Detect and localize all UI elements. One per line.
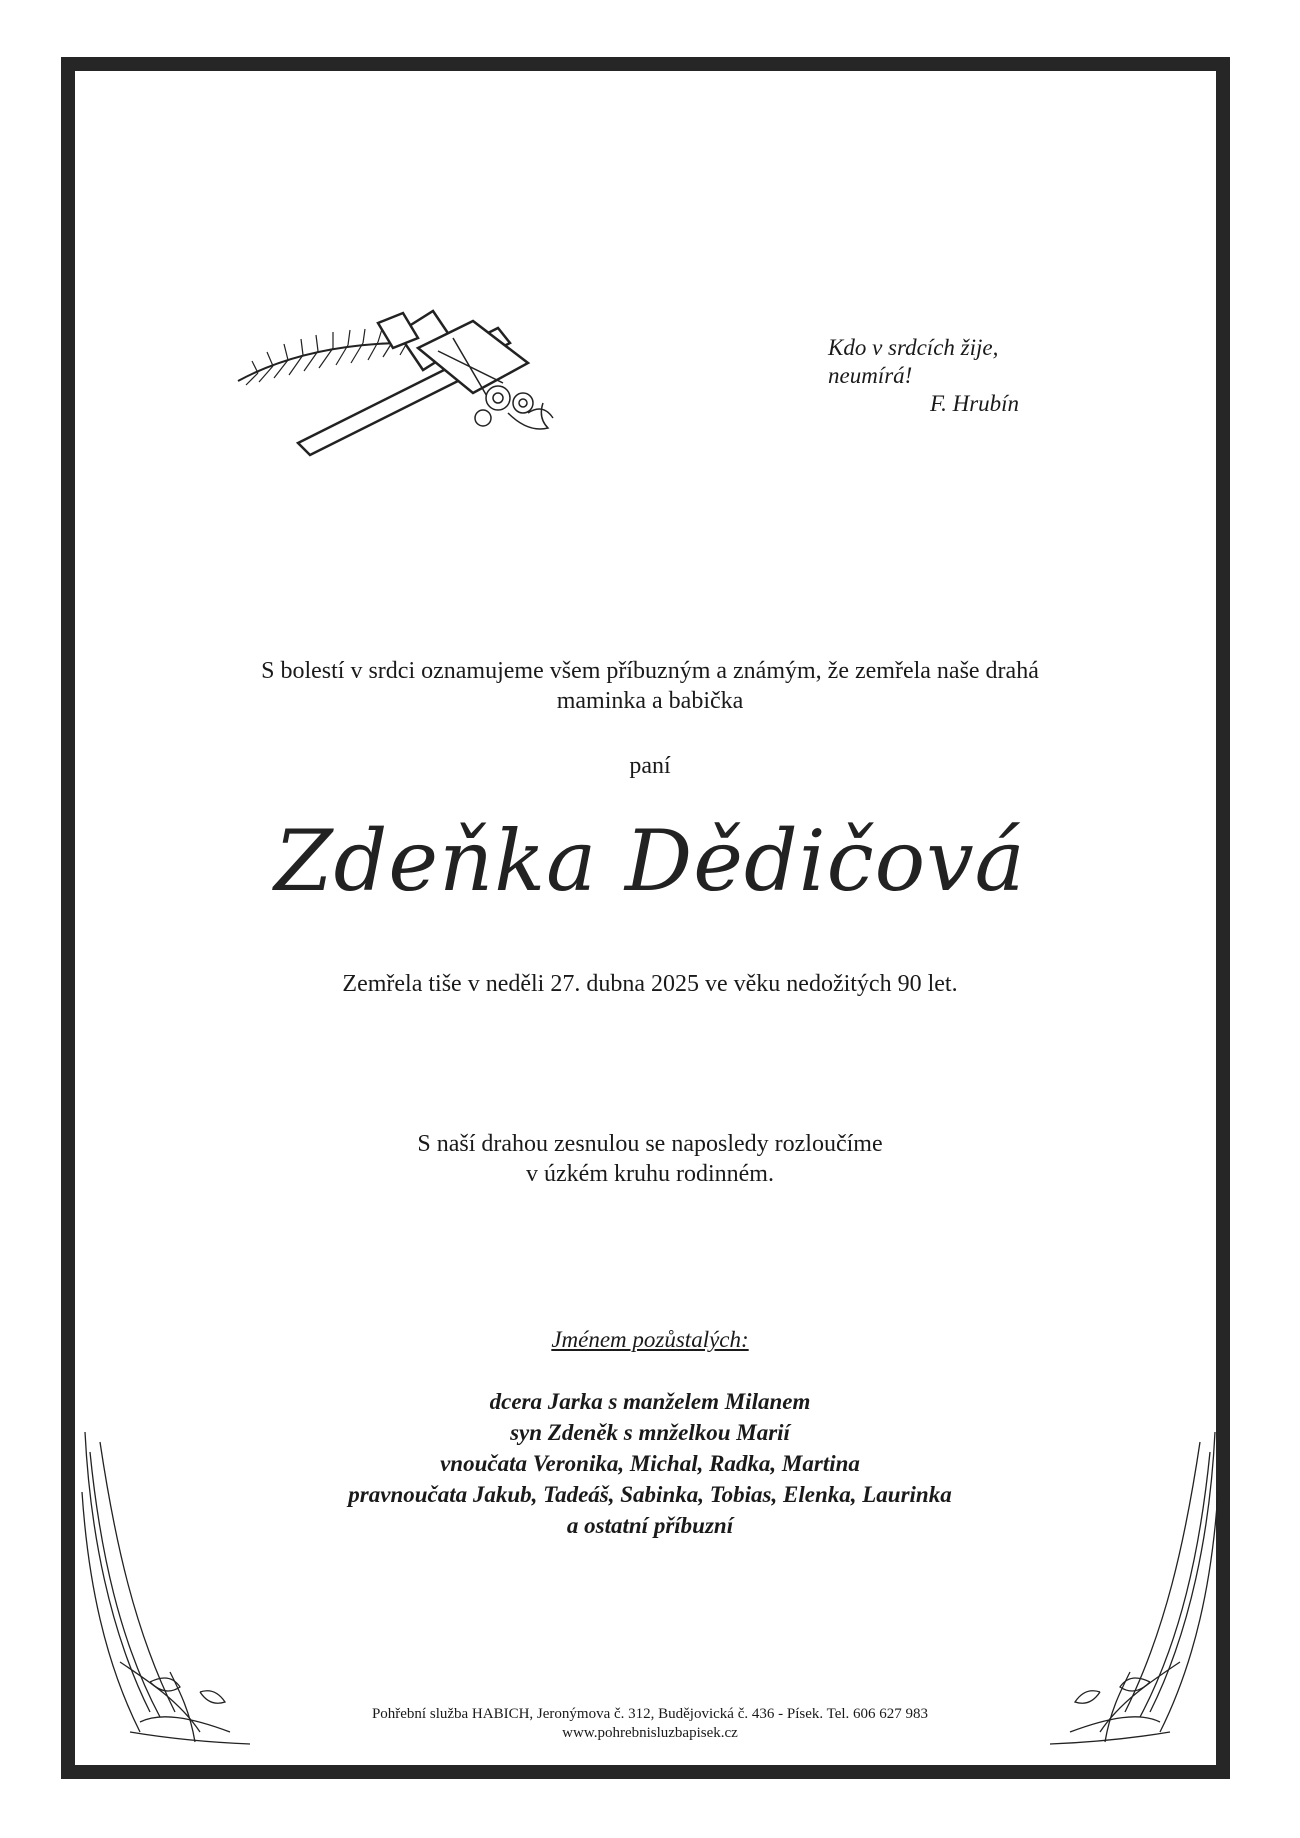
quote-line: Kdo v srdcích žije, xyxy=(828,335,999,360)
farewell-text xyxy=(0,1129,1300,1189)
farewell-line: v úzkém kruhu rodinném. xyxy=(526,1161,774,1187)
deceased-name: Zdeňka Dědičová xyxy=(274,812,1026,910)
announcement-line: maminka a babička xyxy=(556,688,744,714)
announcement-line: S bolestí v srdci oznamujeme všem příbuzným a známým, že zemřela naše drahá xyxy=(261,658,1039,684)
quote-author: F. Hrubín xyxy=(930,391,1020,416)
farewell-line: S naší drahou zesnulou se naposledy rozloučíme xyxy=(417,1131,883,1157)
funeral-service-footer xyxy=(0,1705,1300,1743)
death-notice: Zemřela tiše v neděli 27. dubna 2025 ve věku nedožitých 90 let. xyxy=(342,971,958,997)
footer-address: Pohřební služba HABICH, Jeronýmova č. 312, Budějovická č. 436 - Písek. Tel. 606 627 983 xyxy=(371,1706,929,1722)
quote-line: neumírá! xyxy=(828,363,913,388)
footer-website: www.pohrebnisluzbapisek.cz xyxy=(562,1725,738,1741)
cross-with-palm-icon xyxy=(228,303,608,468)
announcement xyxy=(0,656,1300,716)
mourner-line: dcera Jarka s manželem Milanem xyxy=(489,1389,811,1414)
on-behalf-heading: Jménem pozůstalých: xyxy=(551,1327,749,1352)
mourner-line: vnoučata Veronika, Michal, Radka, Martina xyxy=(440,1451,860,1476)
mourner-line: syn Zdeněk s mnželkou Marií xyxy=(510,1420,790,1445)
mourner-line: pravnoučata Jakub, Tadeáš, Sabinka, Tobias, Elenka, Laurinka xyxy=(348,1482,952,1507)
mourner-line: a ostatní příbuzní xyxy=(566,1513,734,1538)
quote xyxy=(828,334,1019,418)
title-word: paní xyxy=(629,753,671,779)
